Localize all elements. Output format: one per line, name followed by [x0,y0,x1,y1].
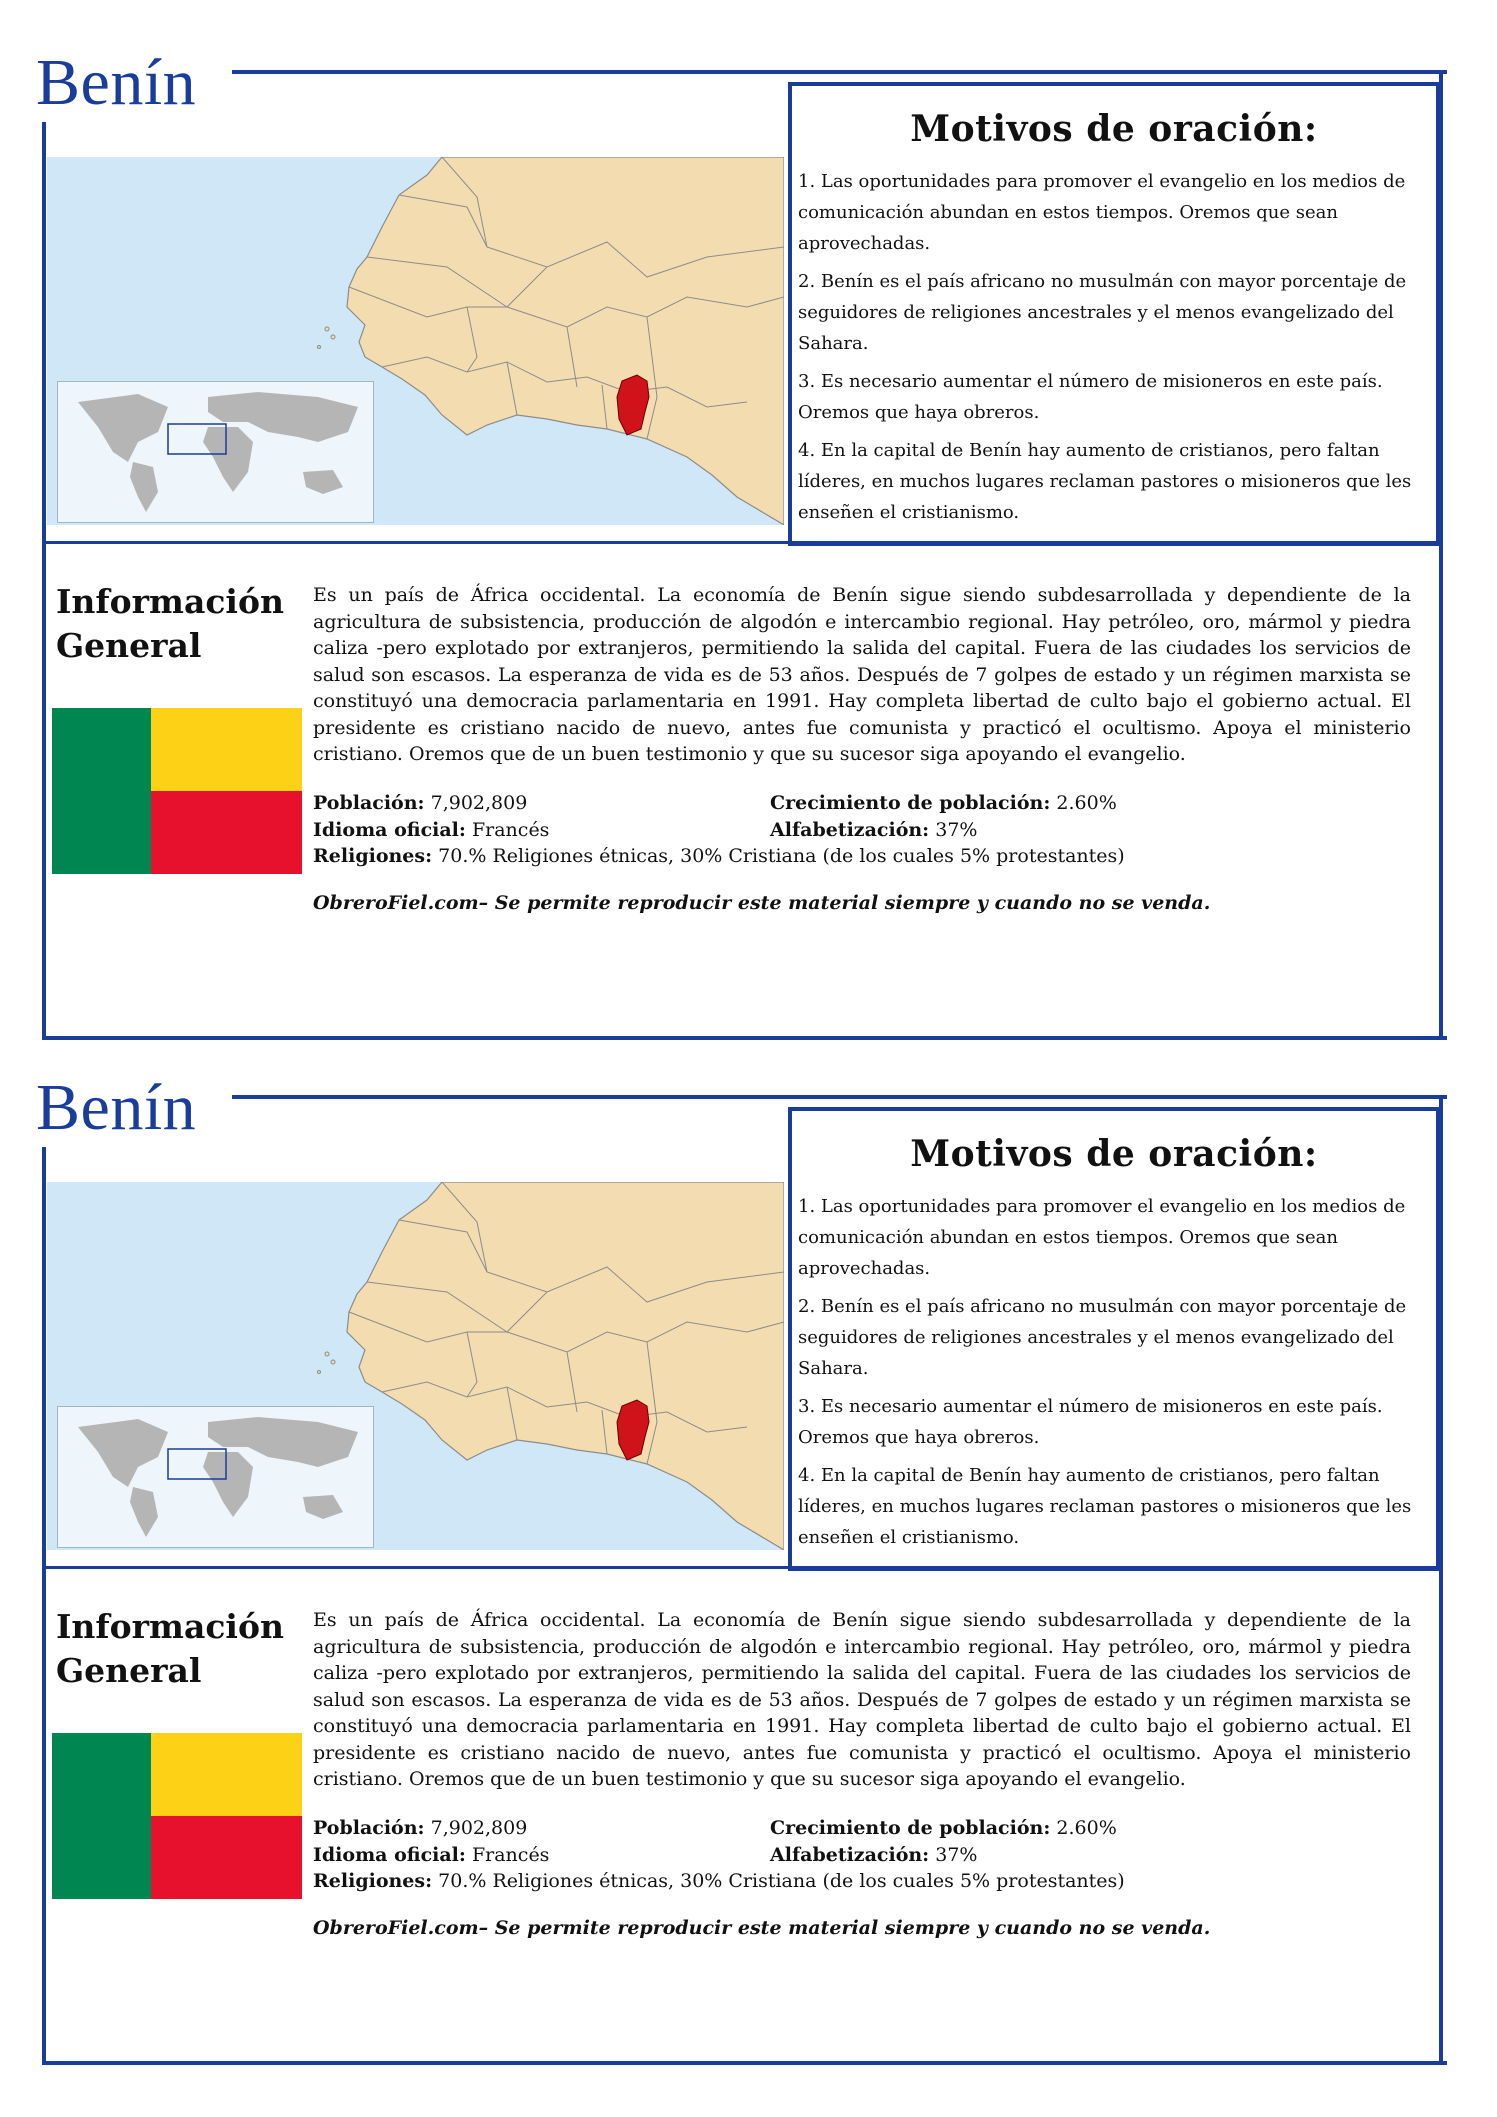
world-locator-inset [57,381,374,523]
prayer-item: 2. Benín es el país africano no musulmán con mayor porcentaje de seguidores de religiones ancestrales y el menos evangelizado del Sahara. [798,1296,1407,1379]
growth-stat: Crecimiento de población: 2.60% [770,792,1117,814]
benin-flag [52,1733,302,1899]
country-card-1 [0,0,1497,1025]
prayer-box [788,1107,1440,1571]
west-africa-map [47,157,784,525]
info-heading: Información General [56,582,284,665]
population-stat: Población: 7,902,809 [313,1817,528,1839]
language-stat: Idioma oficial: Francés [313,1843,550,1866]
prayer-item: 2. Benín es el país africano no musulmán con mayor porcentaje de seguidores de religiones ancestrales y el menos evangelizado del Sahara. [798,271,1407,354]
prayer-item: 3. Es necesario aumentar el número de misioneros en este país. Oremos que haya obreros. [798,371,1383,423]
copyright-footer: ObreroFiel.com– Se permite reproducir este material siempre y cuando no se venda. [313,1917,1211,1939]
religions-stat: Religiones: 70.% Religiones étnicas, 30% Cristiana (de los cuales 5% protestantes) [313,845,1125,867]
copyright-footer: ObreroFiel.com– Se permite reproducir este material siempre y cuando no se venda. [313,892,1211,914]
info-heading: Información General [56,1607,284,1690]
prayer-item: 4. En la capital de Benín hay aumento de cristianos, pero faltan líderes, en muchos lugares reclaman pastores o misioneros que les enseñen el cristianismo. [798,440,1412,523]
growth-stat: Crecimiento de población: 2.60% [770,1817,1117,1839]
prayer-box [788,82,1440,546]
prayer-list [798,1191,1423,1560]
prayer-item: 3. Es necesario aumentar el número de misioneros en este país. Oremos que haya obreros. [798,1396,1383,1448]
country-description: Es un país de África occidental. La economía de Benín sigue siendo subdesarrollada y dependiente de la agricultura de subsistencia, producción de algodón e intercambio regional. Hay petróleo, oro, mármol y piedra caliza -pero explotado por extranjeros, permitiendo la salida del capital. Fuera de las ciudades los servicios de salud son escasos. La esperanza de vida es de 53 años. Después de 7 golpes de estado y un régimen marxista se constituyó una democracia parlamentaria en 1991. Hay completa libertad de culto bajo el gobierno actual. El presidente es cristiano nacido de nuevo, antes fue comunista y practicó el ocultismo. Apoya el ministerio cristiano. Oremos que de un buen testimonio y que su sucesor siga apoyando el evangelio. [313,1609,1411,1790]
prayer-item: 1. Las oportunidades para promover el evangelio en los medios de comunicación abundan en estos tiempos. Oremos que sean aprovechadas. [798,171,1406,254]
language-stat: Idioma oficial: Francés [313,818,550,841]
section-divider [46,541,1443,544]
country-description: Es un país de África occidental. La economía de Benín sigue siendo subdesarrollada y dependiente de la agricultura de subsistencia, producción de algodón e intercambio regional. Hay petróleo, oro, mármol y piedra caliza -pero explotado por extranjeros, permitiendo la salida del capital. Fuera de las ciudades los servicios de salud son escasos. La esperanza de vida es de 53 años. Después de 7 golpes de estado y un régimen marxista se constituyó una democracia parlamentaria en 1991. Hay completa libertad de culto bajo el gobierno actual. El presidente es cristiano nacido de nuevo, antes fue comunista y practicó el ocultismo. Apoya el ministerio cristiano. Oremos que de un buen testimonio y que su sucesor siga apoyando el evangelio. [313,584,1411,765]
west-africa-map [47,1182,784,1550]
prayer-item: 1. Las oportunidades para promover el evangelio en los medios de comunicación abundan en estos tiempos. Oremos que sean aprovechadas. [798,1196,1406,1279]
prayer-heading: Motivos de oración: [910,1133,1318,1175]
prayer-item: 4. En la capital de Benín hay aumento de cristianos, pero faltan líderes, en muchos lugares reclaman pastores o misioneros que les enseñen el cristianismo. [798,1465,1412,1548]
country-stats [313,790,1413,870]
benin-flag [52,708,302,874]
literacy-stat: Alfabetización: 37% [770,1843,978,1866]
country-stats [313,1815,1413,1895]
world-locator-inset [57,1406,374,1548]
country-card-2 [0,1025,1497,2050]
section-divider [46,1566,1443,1569]
population-stat: Población: 7,902,809 [313,792,528,814]
religions-stat: Religiones: 70.% Religiones étnicas, 30% Cristiana (de los cuales 5% protestantes) [313,1870,1125,1892]
prayer-heading: Motivos de oración: [910,108,1318,150]
country-title: Benín [36,1071,197,1144]
country-title: Benín [36,46,197,119]
literacy-stat: Alfabetización: 37% [770,818,978,841]
prayer-list [798,166,1423,535]
